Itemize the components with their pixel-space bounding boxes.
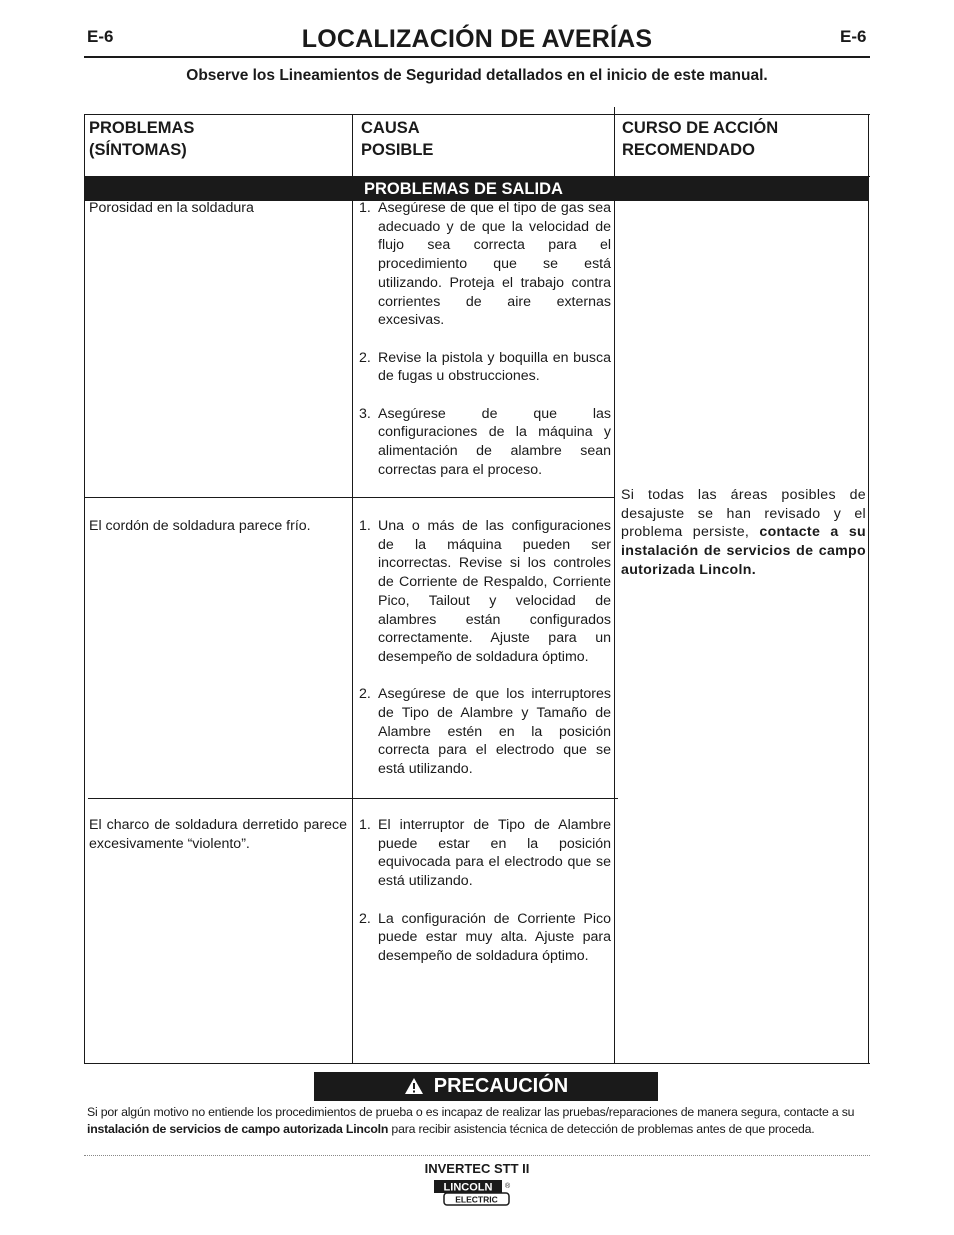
- header-problems-line: PROBLEMAS: [89, 119, 195, 137]
- page-title: LOCALIZACIÓN DE AVERÍAS: [301, 25, 653, 53]
- caution-text-bold: instalación de servicios de campo autorizada Lincoln: [87, 1121, 389, 1136]
- table-border-top: [84, 114, 870, 115]
- product-name: INVERTEC STT II: [424, 1161, 530, 1176]
- cause-number: 1.: [359, 817, 371, 833]
- cause-item: [359, 910, 611, 966]
- caution-text-part: para recibir asistencia técnica de detección de problemas antes de que proceda.: [388, 1121, 815, 1136]
- logo-text-top: LINCOLN: [443, 1181, 493, 1194]
- problem-cell: Porosidad en la soldadura: [89, 200, 254, 216]
- cause-text: Revise la pistola y boquilla en busca de fugas u obstrucciones.: [378, 349, 611, 385]
- page-number-right: E-6: [840, 27, 867, 46]
- cause-number: 2.: [359, 910, 371, 927]
- warning-triangle-icon: [404, 1077, 424, 1095]
- cause-number: 3.: [359, 405, 371, 422]
- lincoln-electric-logo: [433, 1178, 513, 1208]
- caution-label: PRECAUCIÓN: [433, 1075, 569, 1097]
- cause-cell: [359, 199, 611, 498]
- cause-text: La configuración de Corriente Pico puede estar muy alta. Ajuste para desempeño de soldadura óptimo.: [378, 910, 611, 964]
- cause-text: Asegúrese de que los interruptores de Tipo de Alambre y Tamaño de Alambre estén en la posición correcta para el electrodo que se está utilizando.: [378, 686, 611, 778]
- action-text: Si todas las áreas posibles de desajuste se han revisado y el problema persiste,: [621, 487, 866, 541]
- logo-text-bottom: ELECTRIC: [455, 1194, 498, 1205]
- cause-item: [359, 685, 611, 779]
- footer-rule: [84, 1155, 870, 1156]
- action-contact-text: contacte a su instalación de servicios de campo autorizada Lincoln.: [621, 524, 866, 578]
- row-divider: [88, 798, 618, 799]
- page-number-left: E-6: [87, 27, 114, 46]
- cause-text: Asegúrese de que las configuraciones de la máquina y alimentación de alambre sean correctas para el proceso.: [378, 405, 611, 478]
- cause-item: [359, 349, 611, 386]
- caution-heading: [314, 1072, 658, 1101]
- recommended-action: [621, 486, 866, 580]
- problem-cell: El charco de soldadura derretido parece excesivamente “violento”.: [89, 817, 347, 852]
- cause-number: 1.: [359, 518, 371, 534]
- cause-text: Una o más de las configuraciones de la máquina pueden ser incorrectas. Revise si los controles de Corriente de Respaldo, Corriente Pico, Tailout y velocidad de alambres están configurados correctamente. Ajuste para un desempeño de soldadura óptimo.: [378, 518, 611, 665]
- header-cause: [361, 117, 433, 161]
- cause-item: [359, 517, 611, 667]
- title-rule: [84, 56, 870, 58]
- problem-cell: El cordón de soldadura parece frío.: [89, 518, 311, 534]
- cause-cell: [359, 816, 611, 984]
- table-column-divider: [614, 107, 615, 1064]
- header-action: [622, 117, 778, 161]
- cause-item: [359, 816, 611, 891]
- cause-number: 2.: [359, 686, 371, 703]
- cause-number: 2.: [359, 349, 371, 366]
- header-action-line: CURSO DE ACCIÓN: [622, 119, 779, 137]
- table-column-divider: [352, 114, 353, 1064]
- caution-text: [87, 1104, 877, 1137]
- cause-item: [359, 199, 611, 330]
- safety-note: Observe los Lineamientos de Seguridad detallados en el inicio de este manual.: [186, 67, 768, 84]
- logo-registered-mark: ®: [505, 1183, 511, 1190]
- cause-cell: [359, 517, 611, 798]
- header-problems-line: (SÍNTOMAS): [89, 141, 187, 159]
- row-divider: [84, 497, 382, 498]
- table-border-right: [868, 114, 869, 1064]
- cause-number: 1.: [359, 200, 371, 216]
- caution-text-part: Si por algún motivo no entiende los procedimientos de prueba o es incapaz de realizar las pruebas/reparaciones de manera segura, contacte a su: [87, 1105, 855, 1119]
- cause-item: [359, 405, 611, 480]
- table-border-left: [84, 114, 85, 1064]
- table-border-bottom: [84, 1063, 870, 1064]
- cause-text: Asegúrese de que el tipo de gas sea adecuado y de que la velocidad de flujo sea correcta para el procedimiento que se está utilizando. Proteja el trabajo contra corrientes de aire externas excesivas.: [378, 200, 611, 329]
- cause-text: El interruptor de Tipo de Alambre puede estar en la posición equivocada para el electrodo que se está utilizando.: [378, 817, 611, 890]
- header-cause-line: POSIBLE: [361, 141, 434, 159]
- header-cause-line: CAUSA: [361, 119, 420, 137]
- header-action-line: RECOMENDADO: [622, 141, 755, 159]
- header-problems: [89, 117, 194, 161]
- section-label: PROBLEMAS DE SALIDA: [364, 180, 563, 198]
